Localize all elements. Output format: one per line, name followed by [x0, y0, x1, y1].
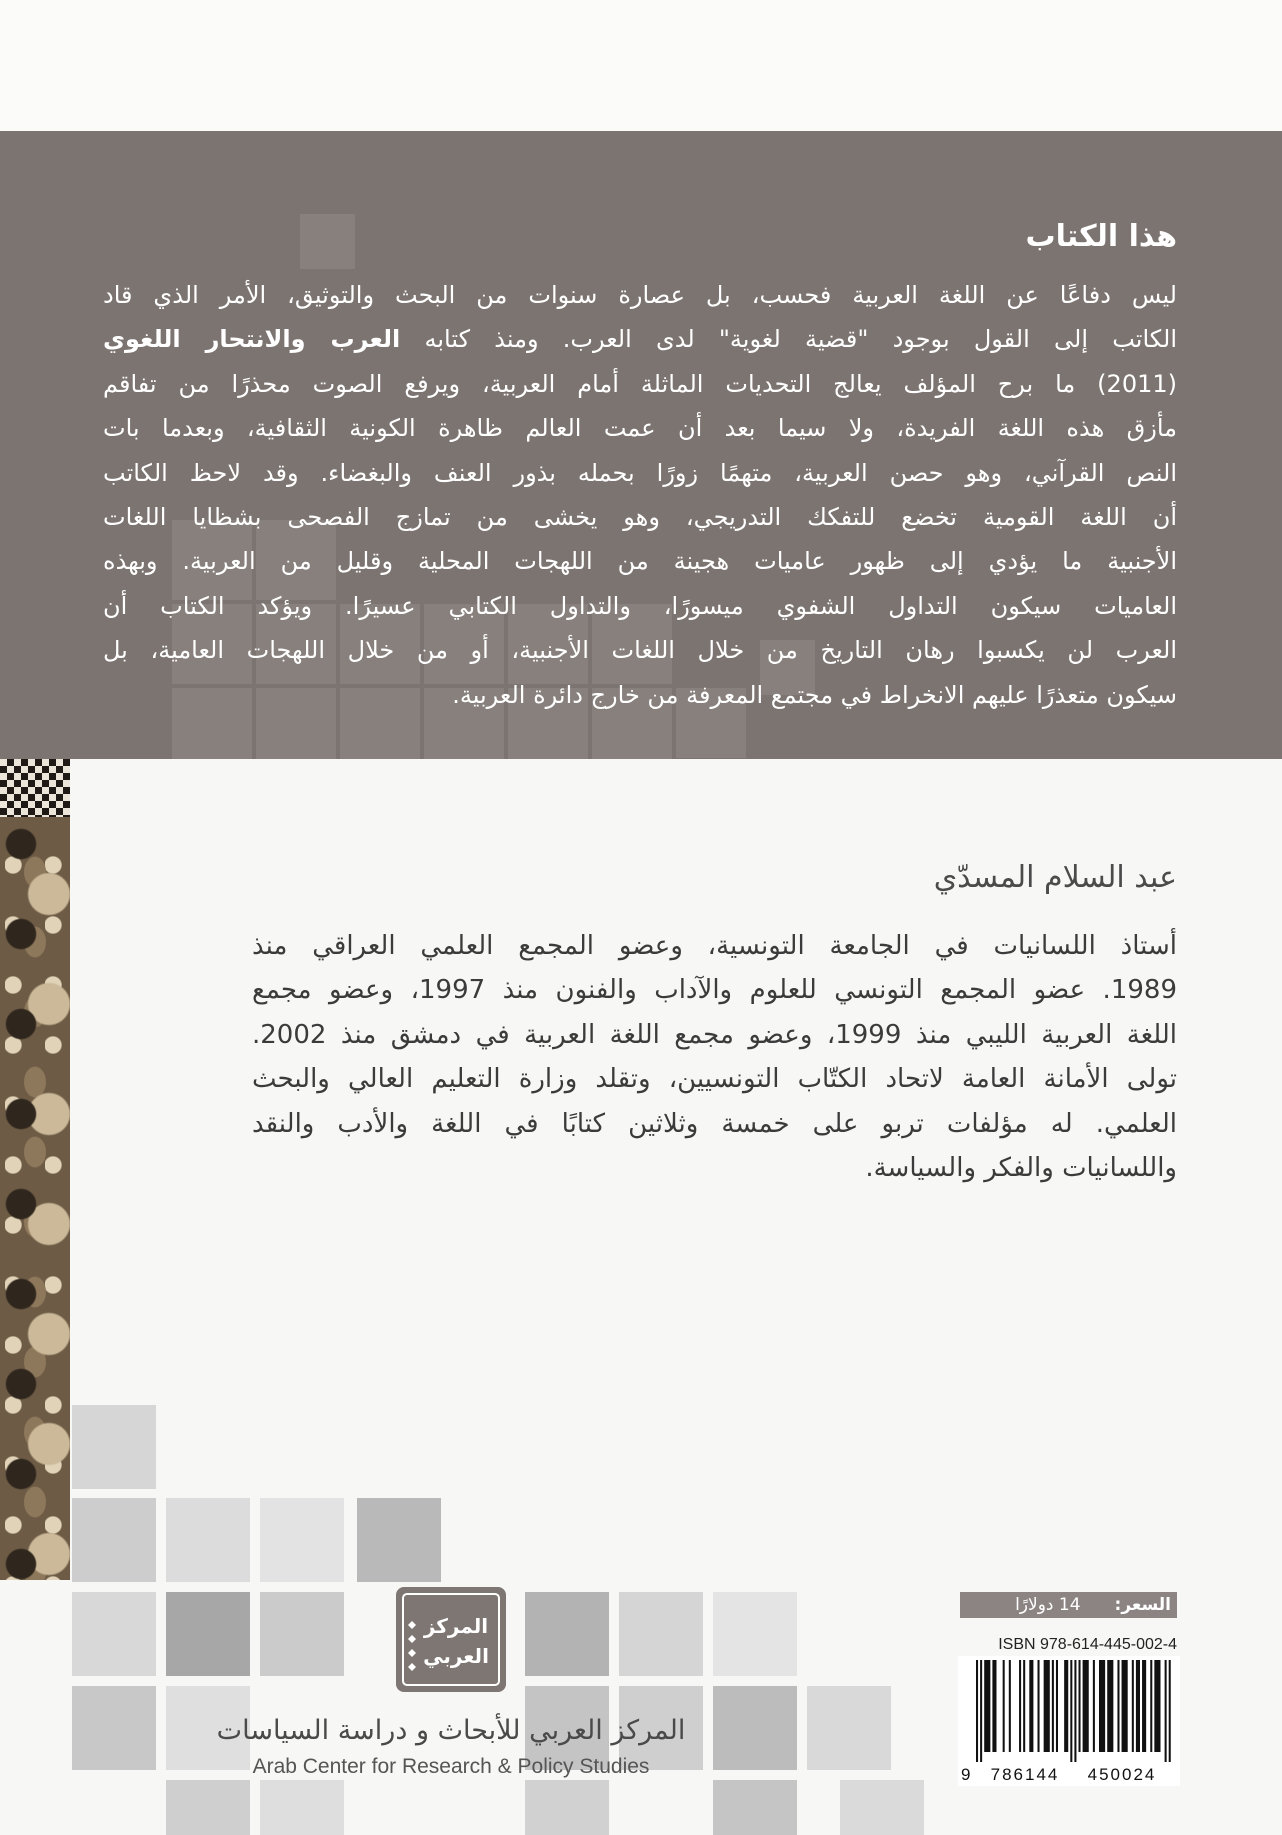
- barcode-bar: [1165, 1660, 1167, 1762]
- about-book-heading: هذا الكتاب: [1025, 219, 1177, 254]
- decor-square: [72, 1592, 156, 1676]
- barcode-digit-first: 9: [961, 1765, 971, 1784]
- bio-line: العلمي. له مؤلفات تربو على خمسة وثلاثين كتابًا في اللغة والأدب والنقد: [252, 1108, 1177, 1139]
- decor-square: [260, 1780, 344, 1835]
- about-book-panel: [0, 131, 1282, 759]
- about-line-text: (2011) ما برح المؤلف يعالج التحديات الماثلة أمام العربية، ويرفع الصوت محذرًا من تفاقم: [103, 369, 1177, 398]
- about-line: [103, 539, 1177, 583]
- decor-square: [525, 1592, 609, 1676]
- decor-square: [166, 1780, 250, 1835]
- author-bio: [252, 924, 1177, 1190]
- book-title-reference: العرب والانتحار اللغوي: [103, 325, 401, 354]
- about-line-text: النص القرآني، وهو حصن العربية، متهمًا زورًا بحمله بذور العنف والبغضاء. وقد لاحظ الكاتب: [103, 458, 1177, 487]
- about-line-text: الأجنبية ما يؤدي إلى ظهور عاميات هجينة من اللهجات المحلية وقليل من العربية. وبهذه: [103, 547, 1177, 576]
- cover-art-strip: [0, 817, 70, 1580]
- barcode-bar: [1038, 1660, 1040, 1752]
- decor-square: [357, 1498, 441, 1582]
- barcode-bar: [1132, 1660, 1134, 1752]
- decor-square: [619, 1592, 703, 1676]
- about-line: [103, 495, 1177, 539]
- decor-square: [260, 1592, 344, 1676]
- about-line: [103, 584, 1177, 628]
- logo-lettering: العربي: [423, 1644, 489, 1668]
- cover-art-houndstooth: [0, 759, 70, 817]
- barcode-bar: [1023, 1660, 1025, 1752]
- about-line: [103, 628, 1177, 672]
- about-book-text: [103, 273, 1177, 717]
- about-line: [103, 673, 1177, 717]
- about-line-text: الكاتب إلى القول بوجود "قضية لغوية" لدى العرب. ومنذ كتابه: [400, 325, 1177, 354]
- barcode-digits-right: 450024: [1087, 1765, 1157, 1784]
- decor-square: [713, 1592, 797, 1676]
- barcode-bar: [1056, 1660, 1058, 1752]
- about-line-text: مأزق هذه اللغة الفريدة، ولا سيما بعد أن عمت العالم ظاهرة الكونية الثقافية، وبعدما بات: [103, 414, 1177, 443]
- barcode-bar: [1093, 1660, 1095, 1752]
- barcode-bar: [1083, 1660, 1089, 1752]
- isbn-text: ISBN 978-614-445-002-4: [998, 1636, 1177, 1653]
- about-line-text: سيكون متعذرًا عليهم الانخراط في مجتمع المعرفة من خارج دائرة العربية.: [452, 680, 1177, 709]
- decor-square: [260, 1498, 344, 1582]
- barcode-bar: [1107, 1660, 1113, 1752]
- barcode-bar: [1122, 1660, 1128, 1752]
- decor-square: [72, 1686, 156, 1770]
- barcode-bar: [1142, 1660, 1146, 1752]
- about-line: [103, 362, 1177, 406]
- barcode-bar: [1009, 1660, 1011, 1752]
- publisher-logo: [396, 1587, 506, 1692]
- decor-square: [713, 1780, 797, 1835]
- bio-line: واللسانيات والفكر والسياسة.: [865, 1152, 1177, 1183]
- barcode-bar: [1070, 1660, 1072, 1762]
- barcode-bar: [1079, 1660, 1081, 1752]
- barcode-digits-left: 786144: [990, 1765, 1060, 1784]
- about-line-text: العاميات سيكون التداول الشفوي ميسورًا، والتداول الكتابي عسيرًا. ويؤكد الكتاب أن: [103, 591, 1177, 620]
- decor-square: [525, 1780, 609, 1835]
- barcode-bar: [1117, 1660, 1119, 1752]
- barcode-bar: [1003, 1660, 1005, 1752]
- barcode-bar: [1150, 1660, 1152, 1752]
- logo-lettering: المركز: [423, 1614, 489, 1638]
- author-name: عبد السلام المسدّي: [933, 860, 1177, 895]
- barcode-bar: [1099, 1660, 1105, 1752]
- about-line: [103, 451, 1177, 495]
- decor-square: [72, 1405, 156, 1489]
- bio-line: اللغة العربية الليبي منذ 1999، وعضو مجمع اللغة العربية في دمشق منذ 2002.: [252, 1019, 1177, 1050]
- bio-line: أستاذ اللسانيات في الجامعة التونسية، وعضو المجمع العلمي العراقي منذ: [252, 931, 1177, 961]
- barcode-bar: [992, 1660, 996, 1752]
- about-line: [103, 317, 1177, 361]
- barcode-bar: [1052, 1660, 1054, 1752]
- bio-line: تولى الأمانة العامة لاتحاد الكتّاب التونسيين، وتقلد وزارة التعليم العالي والبحث: [252, 1064, 1177, 1095]
- decor-square: [807, 1686, 891, 1770]
- about-line-text: ليس دفاعًا عن اللغة العربية فحسب، بل عصارة سنوات من البحث والتوثيق، الأمر الذي قاد: [103, 281, 1177, 309]
- barcode-bar: [1154, 1660, 1160, 1752]
- barcode-bar: [1169, 1660, 1171, 1762]
- decor-square: [840, 1780, 924, 1835]
- barcode-bar: [1064, 1660, 1068, 1752]
- publisher-name-english: Arab Center for Research & Policy Studies: [252, 1755, 650, 1778]
- publisher-name-arabic: المركز العربي للأبحاث و دراسة السياسات: [216, 1715, 686, 1746]
- about-line-text: أن اللغة القومية تخضع للتفكك التدريجي، وهو يخشى من تمازج الفصحى بشظايا اللغات: [103, 502, 1177, 531]
- barcode-bar: [984, 1660, 990, 1752]
- about-line-text: العرب لن يكسبوا رهان التاريخ من خلال اللغات الأجنبية، أو من خلال اللهجات العامية، بل: [103, 636, 1177, 665]
- price-value: 14 دولارًا: [1015, 1595, 1081, 1615]
- decor-square: [713, 1686, 797, 1770]
- decor-square: [166, 1592, 250, 1676]
- price-box: [960, 1592, 1177, 1618]
- barcode-bar: [1019, 1660, 1021, 1752]
- decor-square: [72, 1498, 156, 1582]
- top-margin-band: [0, 0, 1282, 131]
- barcode-bar: [976, 1660, 978, 1762]
- barcode-bar: [1044, 1660, 1050, 1752]
- barcode: [958, 1656, 1180, 1786]
- about-line: [103, 273, 1177, 317]
- barcode-bar: [1136, 1660, 1140, 1752]
- barcode-bar: [1074, 1660, 1076, 1762]
- bio-line: 1989. عضو المجمع التونسي للعلوم والآداب والفنون منذ 1997، وعضو مجمع: [252, 975, 1177, 1006]
- about-line: [103, 406, 1177, 450]
- barcode-bar: [1029, 1660, 1033, 1752]
- price-label: السعر:: [1114, 1595, 1171, 1615]
- decor-square: [166, 1498, 250, 1582]
- barcode-bar: [980, 1660, 982, 1762]
